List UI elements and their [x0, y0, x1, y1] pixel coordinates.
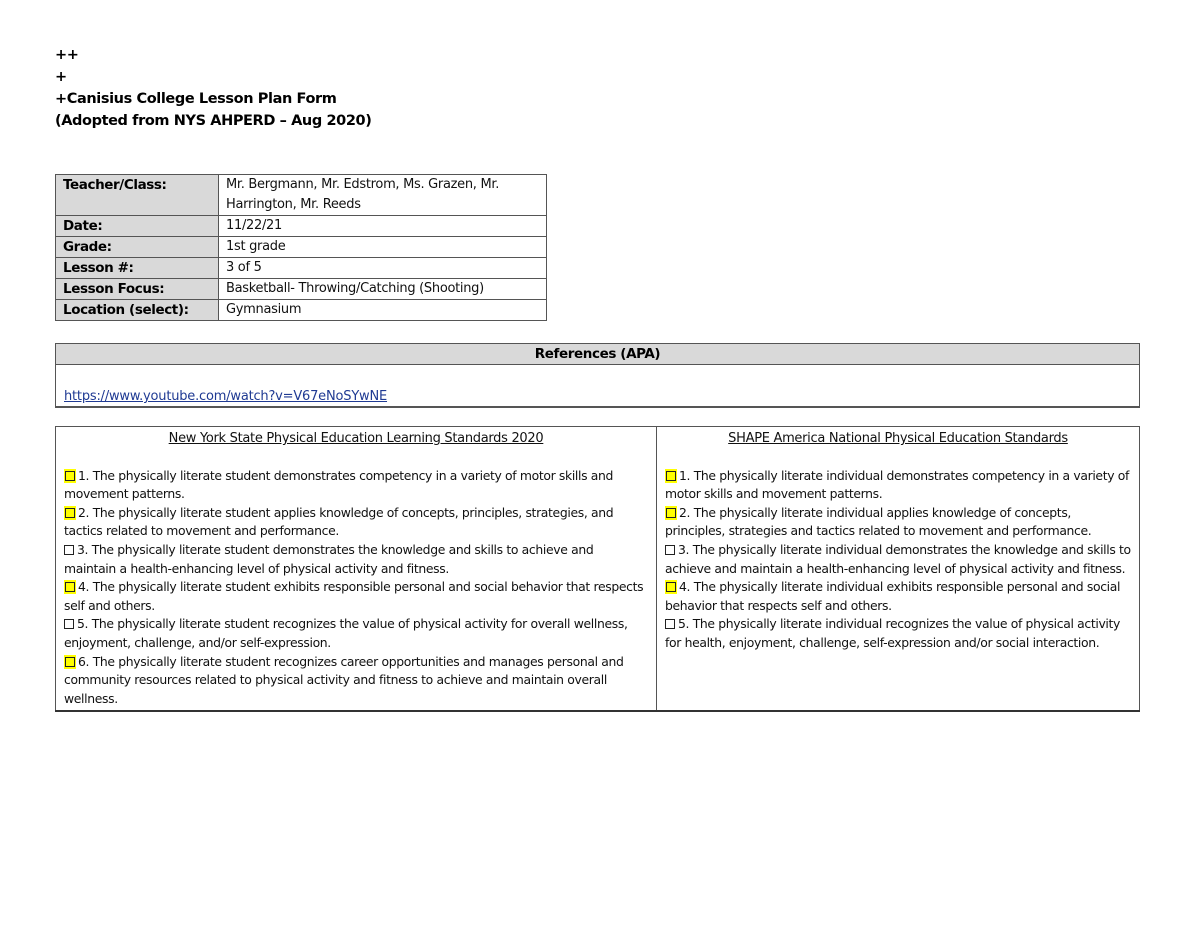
info-value[interactable]: 3 of 5 [219, 258, 547, 279]
standard-text: 4. The physically literate individual exhibits responsible personal and social behavior that respects self and others. [665, 579, 1121, 613]
info-label: Grade: [56, 237, 219, 258]
info-value[interactable]: 1st grade [219, 237, 547, 258]
shape-standard-item [665, 541, 1131, 578]
nys-standard-item [64, 541, 648, 578]
nys-standard-item [64, 578, 648, 615]
nys-standards-title: New York State Physical Education Learning Standards 2020 [168, 431, 544, 446]
references-body [56, 365, 1140, 408]
standard-text: 4. The physically literate student exhibits responsible personal and social behavior that respects self and others. [64, 579, 644, 613]
highlight-marker [64, 506, 76, 520]
standard-text: 6. The physically literate student recognizes career opportunities and manages personal and community resources related to physical activity and fitness to achieve and maintain overall wellness. [64, 653, 624, 706]
checkbox-icon[interactable] [666, 508, 676, 518]
lesson-info-table [55, 174, 547, 321]
checkbox-icon[interactable] [665, 619, 675, 629]
nys-standard-item [64, 615, 648, 652]
page-title: +Canisius College Lesson Plan Form [55, 91, 337, 107]
shape-standards-list [665, 467, 1131, 653]
info-row-location [56, 300, 547, 321]
checkbox-icon[interactable] [666, 471, 676, 481]
info-label: Date: [56, 216, 219, 237]
highlight-marker [665, 469, 677, 483]
standard-text: 1. The physically literate individual demonstrates competency in a variety of motor skills and movement patterns. [665, 467, 1130, 502]
highlight-marker [64, 655, 76, 669]
page-subtitle: (Adopted from NYS AHPERD – Aug 2020) [55, 113, 372, 129]
shape-standards-column [657, 427, 1140, 712]
checkbox-icon[interactable] [65, 657, 75, 667]
standard-text: 5. The physically literate individual recognizes the value of physical activity for health, enjoyment, challenge, self-expression and/or social interaction. [665, 616, 1121, 650]
info-row-date [56, 216, 547, 237]
checkbox-icon[interactable] [65, 582, 75, 592]
reference-link[interactable]: https://www.youtube.com/watch?v=V67eNoSYwNE [64, 389, 388, 404]
shape-standard-item [665, 504, 1131, 541]
references-table [55, 343, 1140, 408]
standard-text: 1. The physically literate student demonstrates competency in a variety of motor skills and movement patterns. [64, 467, 614, 502]
info-value[interactable]: Gymnasium [219, 300, 547, 321]
info-row-grade [56, 237, 547, 258]
nys-standard-item [64, 504, 648, 541]
checkbox-icon[interactable] [665, 545, 675, 555]
checkbox-icon[interactable] [65, 471, 75, 481]
nys-standards-column [56, 427, 657, 712]
standards-table [55, 426, 1140, 712]
lesson-plan-page [55, 44, 1140, 706]
highlight-marker [64, 580, 76, 594]
checkbox-icon[interactable] [64, 545, 74, 555]
standard-text: 5. The physically literate student recognizes the value of physical activity for overall wellness, enjoyment, challenge, and/or self-expression. [64, 616, 628, 650]
shape-standards-title: SHAPE America National Physical Education Standards [728, 431, 1068, 446]
info-value[interactable]: Basketball- Throwing/Catching (Shooting) [219, 279, 547, 300]
checkbox-icon[interactable] [666, 582, 676, 592]
checkbox-icon[interactable] [65, 508, 75, 518]
header-line-1: ++ [55, 47, 79, 63]
info-value[interactable]: Mr. Bergmann, Mr. Edstrom, Ms. Grazen, Mr. Harrington, Mr. Reeds [219, 175, 547, 216]
standard-text: 2. The physically literate student applies knowledge of concepts, principles, strategies, and tactics related to movement and performance. [64, 504, 614, 539]
info-label: Teacher/Class: [56, 175, 219, 216]
nys-standard-item [64, 467, 648, 504]
standard-text: 3. The physically literate student demonstrates the knowledge and skills to achieve and maintain a health-enhancing level of physical activity and fitness. [64, 541, 594, 576]
references-heading: References (APA) [56, 344, 1140, 365]
shape-standard-item [665, 615, 1131, 652]
checkbox-icon[interactable] [64, 619, 74, 629]
standard-text: 2. The physically literate individual applies knowledge of concepts, principles, strategies and tactics related to movement and performance. [665, 504, 1092, 539]
info-row-lesson-number [56, 258, 547, 279]
info-row-teacher [56, 175, 547, 216]
info-value[interactable]: 11/22/21 [219, 216, 547, 237]
shape-standard-item [665, 467, 1131, 504]
nys-standard-item [64, 653, 648, 709]
highlight-marker [64, 469, 76, 483]
nys-standards-list [64, 467, 648, 709]
highlight-marker [665, 580, 677, 594]
header-line-2: + [55, 69, 67, 85]
info-label: Lesson Focus: [56, 279, 219, 300]
info-label: Lesson #: [56, 258, 219, 279]
info-label: Location (select): [56, 300, 219, 321]
info-row-lesson-focus [56, 279, 547, 300]
highlight-marker [665, 506, 677, 520]
shape-standard-item [665, 578, 1131, 615]
standard-text: 3. The physically literate individual demonstrates the knowledge and skills to achieve and maintain a health-enhancing level of physical activity and fitness. [665, 541, 1131, 576]
